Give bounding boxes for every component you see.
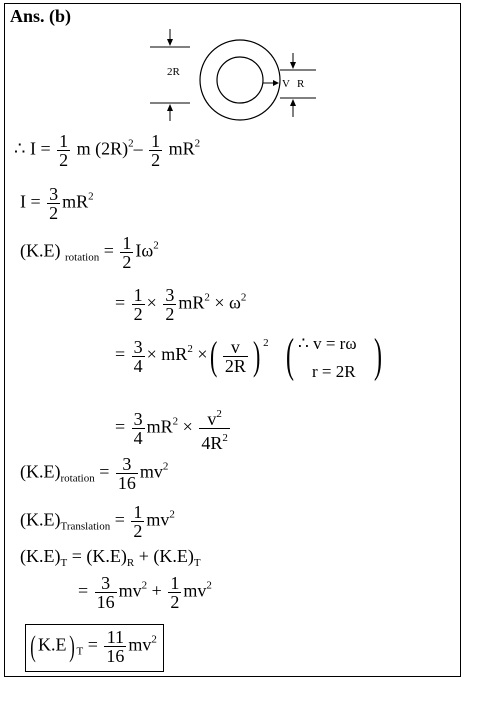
equation-line-8: $(K.E)_{Translation}$ = $\frac{1}{2}$ $mv^2$ — [20, 502, 175, 541]
equation-line-10: = $\frac{3}{16}$ $mv^2$ + $\frac{1}{2}$ $mv^2$ — [78, 573, 212, 612]
final-answer: ( K.E) $_T$ = $\frac{11}{16}$ $mv^2$ — [30, 627, 157, 666]
equation-line-3: (K.E) $_{rotation}$ = $\frac{1}{2}$ $I\omega^2$ — [20, 233, 159, 272]
note-line-1: ∴ v = rω — [298, 334, 357, 353]
equation-line-9: $(K.E)_T = (K.E)_R + (K.E)_T$ — [20, 546, 201, 569]
equation-line-7: $(K.E)_{rotation}$ = $\frac{3}{16}$ $mv^2$ — [20, 454, 169, 493]
note-line-2: r = 2R — [312, 362, 356, 381]
diagram-label-2r: 2R — [167, 66, 180, 78]
equation-line-5: = $\frac{3}{4}$ × $mR^2$ ×( $\frac{v}{2R}$ ) $^2$ — [115, 333, 269, 378]
diagram-label-v: V — [282, 78, 290, 90]
equation-line-2: I = $\frac{3}{2}$ $mR^2$ — [20, 184, 94, 223]
equation-line-4: = $\frac{1}{2}$ × $\frac{3}{2}$ $mR^2 \times \omega^2$ — [115, 285, 247, 324]
answer-heading: Ans. (b) — [10, 6, 72, 26]
equation-line-1: ∴ I = $\frac{1}{2}$ m $(2R)^2-$ $\frac{1}{2}$ $mR^2$ — [14, 131, 201, 170]
diagram-label-r: R — [297, 78, 305, 90]
equation-line-6: = $\frac{3}{4}$ $mR^2$ × $\frac{v^2}{4R^2}$ — [115, 405, 232, 452]
substitution-note: ( ) ∴ v = rω r = 2R — [285, 329, 383, 382]
